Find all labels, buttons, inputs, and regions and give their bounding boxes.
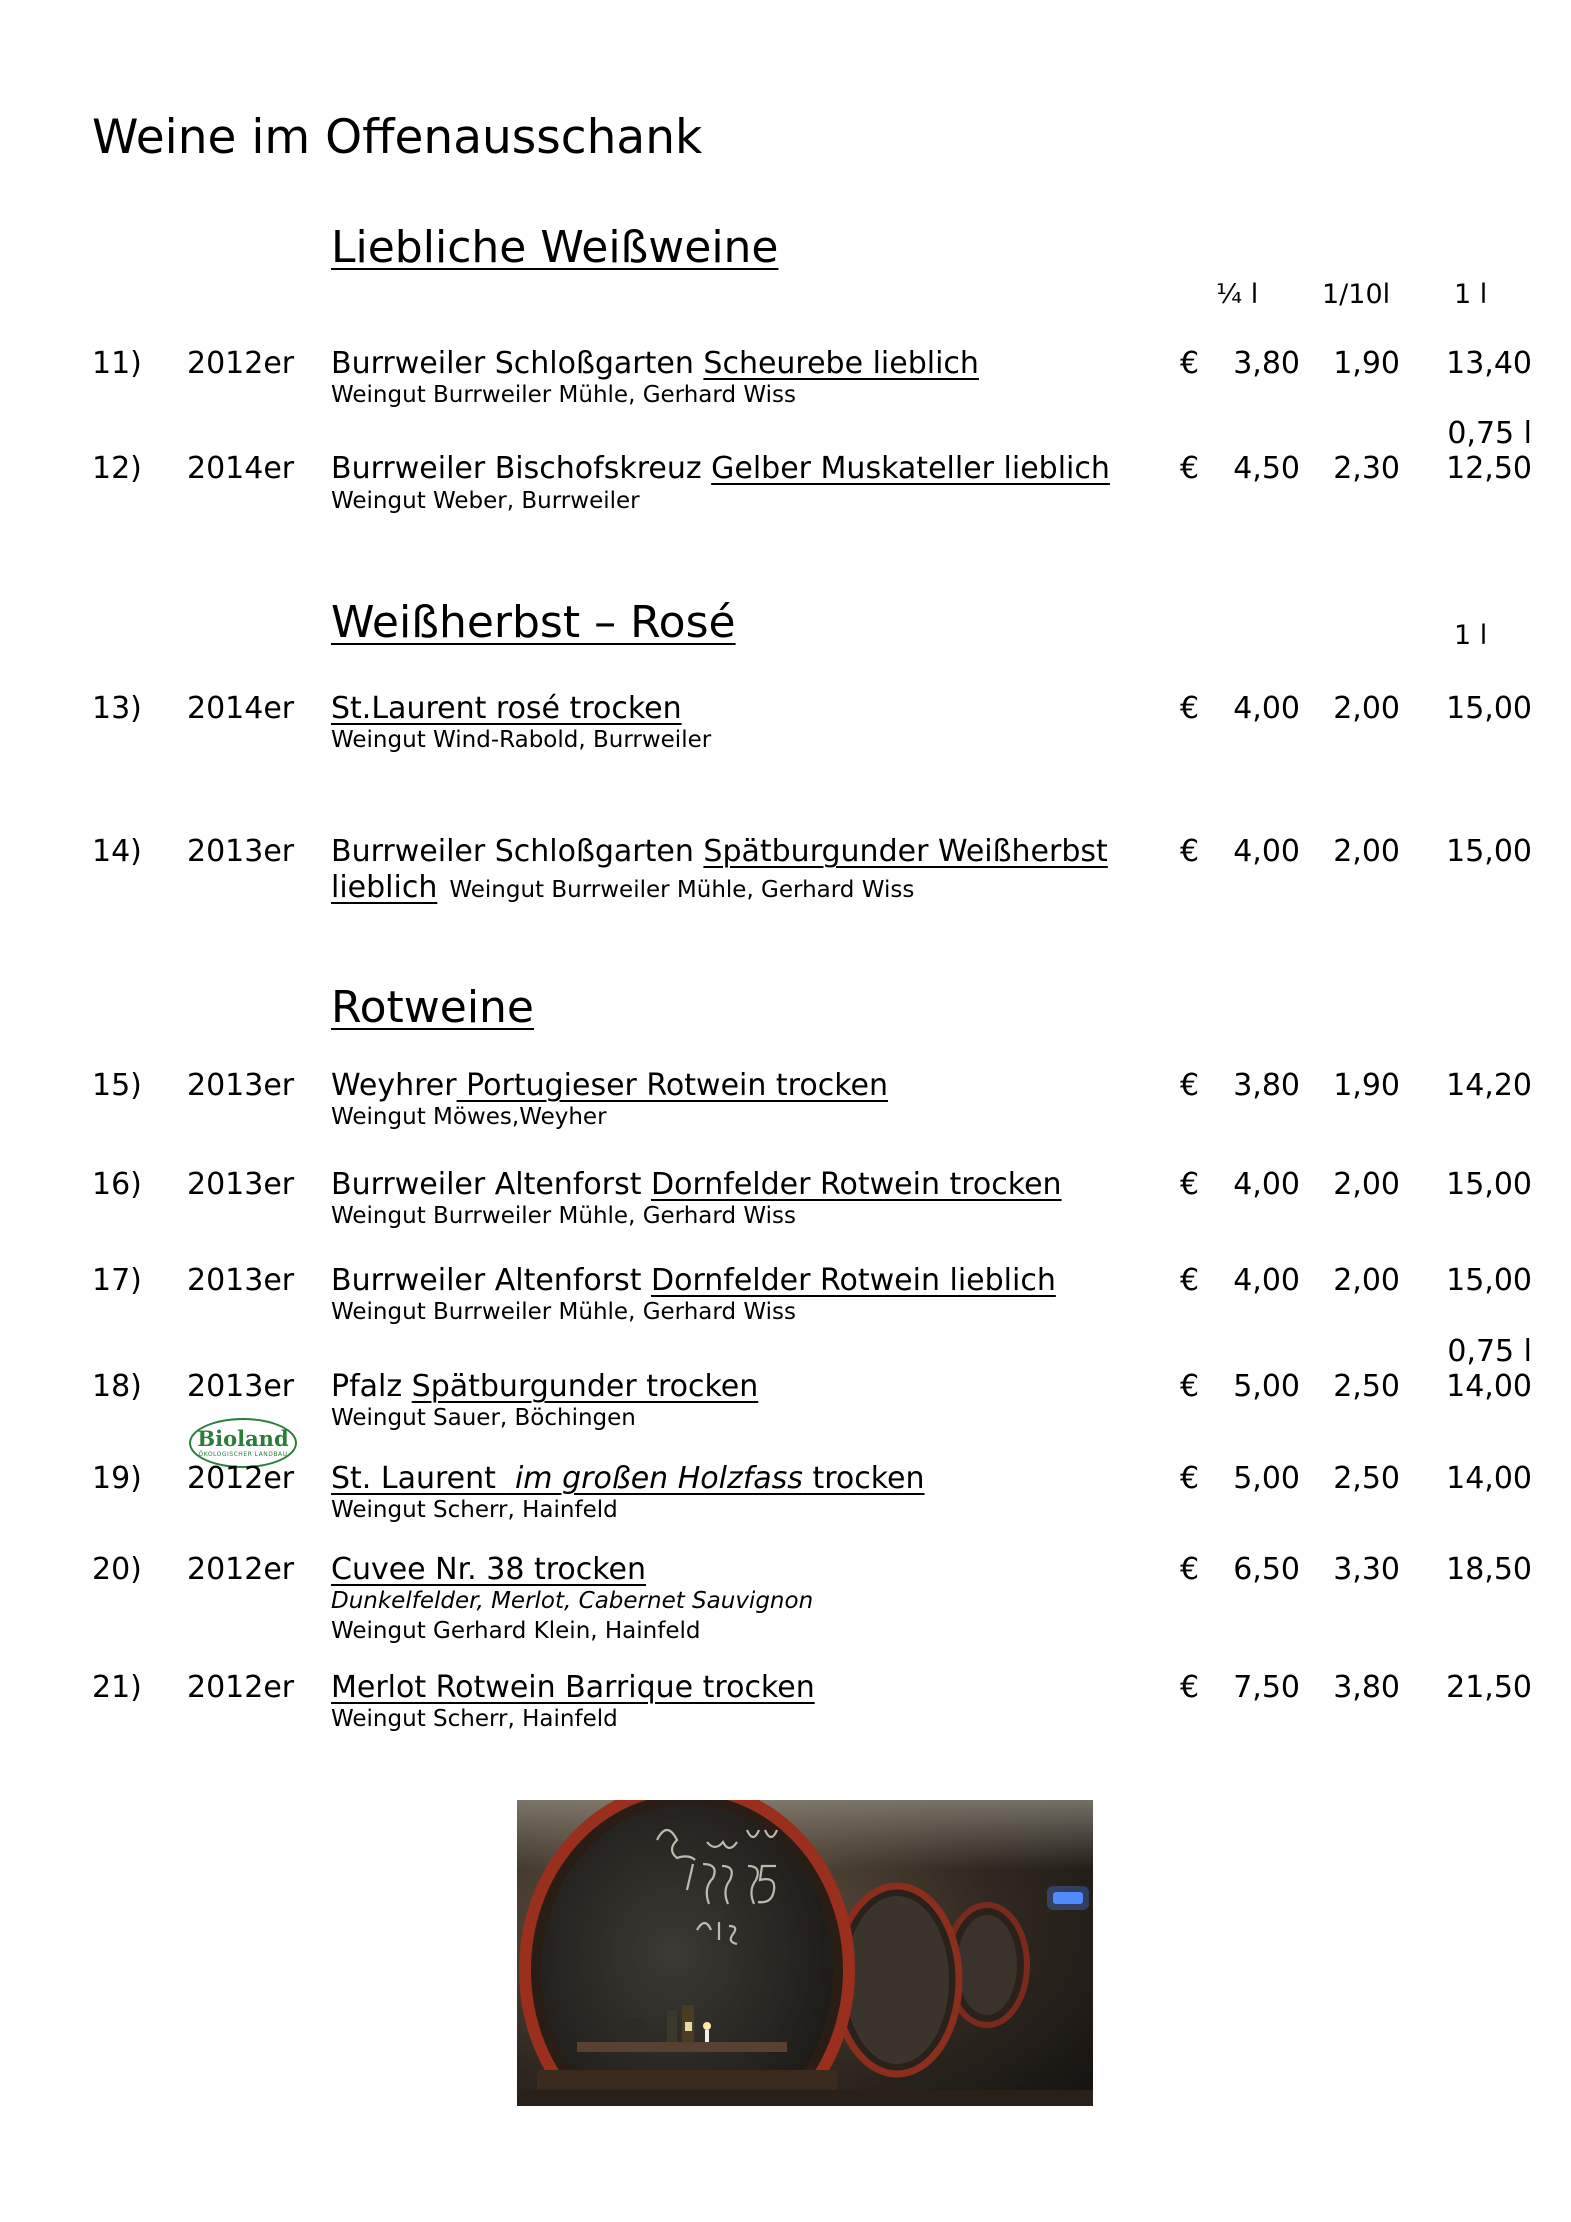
price-tenth: 2,00 xyxy=(1333,834,1400,869)
col-header-tenth-liter: 1/10l xyxy=(1322,279,1391,310)
wine-number: 11) xyxy=(92,346,142,381)
wine-vintage: 2012er xyxy=(187,1461,295,1496)
wine-variety: Spätburgunder Weißherbst xyxy=(703,834,1108,869)
section-heading-rotweine: Rotweine xyxy=(331,982,535,1033)
bioland-logo-text: Bioland xyxy=(197,1426,289,1451)
col-header-liter: 1 l xyxy=(1454,279,1488,310)
col-header-liter: 1 l xyxy=(1454,620,1488,651)
price-liter: 14,20 xyxy=(1446,1068,1532,1103)
wine-name xyxy=(331,345,979,383)
wine-producer: Weingut Wind-Rabold, Burrweiler xyxy=(331,727,712,753)
wine-variety: Dornfelder Rotwein lieblich xyxy=(651,1263,1056,1298)
wine-variety: St. Laurent xyxy=(331,1461,506,1496)
volume-note: 0,75 l xyxy=(1447,416,1532,451)
price-tenth: 3,80 xyxy=(1333,1670,1400,1705)
price-quarter: 4,00 xyxy=(1233,1167,1300,1202)
wine-number: 21) xyxy=(92,1670,142,1705)
wine-producer: Weingut Burrweiler Mühle, Gerhard Wiss xyxy=(331,382,796,408)
wine-location: Burrweiler Altenforst xyxy=(331,1167,651,1202)
wine-variety: St.Laurent rosé trocken xyxy=(331,691,682,726)
wine-number: 13) xyxy=(92,691,142,726)
price-quarter: 4,00 xyxy=(1233,1263,1300,1298)
price-tenth: 1,90 xyxy=(1333,346,1400,381)
currency-symbol: € xyxy=(1180,1167,1200,1202)
wine-number: 18) xyxy=(92,1369,142,1404)
price-tenth: 2,50 xyxy=(1333,1369,1400,1404)
wine-vintage: 2013er xyxy=(187,1263,295,1298)
wine-vintage: 2013er xyxy=(187,1369,295,1404)
wine-cellar-photo xyxy=(517,1800,1093,2106)
wine-producer: Weingut Weber, Burrweiler xyxy=(331,488,640,514)
section-heading-lieblich: Liebliche Weißweine xyxy=(331,222,779,273)
wine-number: 16) xyxy=(92,1167,142,1202)
price-tenth: 2,00 xyxy=(1333,691,1400,726)
currency-symbol: € xyxy=(1180,451,1200,486)
price-quarter: 4,50 xyxy=(1233,451,1300,486)
wine-vintage: 2013er xyxy=(187,834,295,869)
wine-location: Burrweiler Altenforst xyxy=(331,1263,651,1298)
wine-name-line2 xyxy=(331,869,914,907)
price-quarter: 5,00 xyxy=(1233,1369,1300,1404)
price-liter: 15,00 xyxy=(1446,691,1532,726)
page-title: Weine im Offenausschank xyxy=(92,110,703,165)
wine-location: Burrweiler Schloßgarten xyxy=(331,346,704,381)
wine-vintage: 2013er xyxy=(187,1068,295,1103)
price-quarter: 3,80 xyxy=(1233,346,1300,381)
price-tenth: 3,30 xyxy=(1333,1552,1400,1587)
wine-grapes: Dunkelfelder, Merlot, Cabernet Sauvignon xyxy=(331,1588,814,1614)
wine-producer: Weingut Burrweiler Mühle, Gerhard Wiss xyxy=(449,877,915,903)
volume-note: 0,75 l xyxy=(1447,1334,1532,1369)
section-heading-weissherbst: Weißherbst – Rosé xyxy=(331,597,736,648)
wine-variety: Cuvee Nr. 38 trocken xyxy=(331,1552,647,1587)
price-liter: 13,40 xyxy=(1446,346,1532,381)
wine-vintage: 2014er xyxy=(187,451,295,486)
price-liter: 12,50 xyxy=(1446,451,1532,486)
wine-number: 14) xyxy=(92,834,142,869)
price-quarter: 4,00 xyxy=(1233,691,1300,726)
wine-producer: Weingut Burrweiler Mühle, Gerhard Wiss xyxy=(331,1203,796,1229)
wine-number: 12) xyxy=(92,451,142,486)
price-liter: 18,50 xyxy=(1446,1552,1532,1587)
wine-name xyxy=(331,450,1110,488)
currency-symbol: € xyxy=(1180,346,1200,381)
wine-name xyxy=(331,1669,815,1707)
currency-symbol: € xyxy=(1180,691,1200,726)
wine-style: lieblich xyxy=(331,870,438,905)
wine-producer: Weingut Scherr, Hainfeld xyxy=(331,1497,618,1523)
wine-name xyxy=(331,1166,1062,1204)
wine-name xyxy=(331,1067,888,1105)
wine-name xyxy=(331,1368,758,1406)
wine-style: trocken xyxy=(802,1461,925,1496)
wine-producer: Weingut Sauer, Böchingen xyxy=(331,1405,636,1431)
wine-producer: Weingut Möwes,Weyher xyxy=(331,1104,607,1130)
col-header-quarter-liter: ¼ l xyxy=(1216,279,1259,310)
wine-producer: Weingut Gerhard Klein, Hainfeld xyxy=(331,1618,701,1644)
wine-variety: Scheurebe lieblich xyxy=(703,346,979,381)
wine-cellar-illustration xyxy=(517,1800,1093,2106)
wine-barrel-note: im großen Holzfass xyxy=(505,1461,803,1496)
price-quarter: 4,00 xyxy=(1233,834,1300,869)
wine-vintage: 2012er xyxy=(187,1670,295,1705)
currency-symbol: € xyxy=(1180,834,1200,869)
currency-symbol: € xyxy=(1180,1670,1200,1705)
wine-variety: Dornfelder Rotwein trocken xyxy=(651,1167,1062,1202)
wine-number: 15) xyxy=(92,1068,142,1103)
wine-location: Burrweiler Schloßgarten xyxy=(331,834,704,869)
price-tenth: 2,00 xyxy=(1333,1263,1400,1298)
wine-vintage: 2014er xyxy=(187,691,295,726)
currency-symbol: € xyxy=(1180,1068,1200,1103)
price-tenth: 2,00 xyxy=(1333,1167,1400,1202)
currency-symbol: € xyxy=(1180,1461,1200,1496)
wine-vintage: 2012er xyxy=(187,346,295,381)
price-liter: 14,00 xyxy=(1446,1461,1532,1496)
wine-number: 17) xyxy=(92,1263,142,1298)
wine-name xyxy=(331,833,1108,871)
currency-symbol: € xyxy=(1180,1552,1200,1587)
wine-variety: Portugieser Rotwein trocken xyxy=(456,1068,888,1103)
wine-vintage: 2013er xyxy=(187,1167,295,1202)
wine-producer: Weingut Burrweiler Mühle, Gerhard Wiss xyxy=(331,1299,796,1325)
price-liter: 15,00 xyxy=(1446,834,1532,869)
price-quarter: 7,50 xyxy=(1233,1670,1300,1705)
price-liter: 21,50 xyxy=(1446,1670,1532,1705)
price-tenth: 2,50 xyxy=(1333,1461,1400,1496)
price-tenth: 2,30 xyxy=(1333,451,1400,486)
wine-variety: Spätburgunder trocken xyxy=(411,1369,759,1404)
wine-name xyxy=(331,1262,1056,1300)
wine-name xyxy=(331,1460,925,1498)
price-tenth: 1,90 xyxy=(1333,1068,1400,1103)
wine-location: Pfalz xyxy=(331,1369,412,1404)
wine-name xyxy=(331,690,682,728)
wine-variety: Gelber Muskateller lieblich xyxy=(711,451,1110,486)
currency-symbol: € xyxy=(1180,1369,1200,1404)
price-quarter: 6,50 xyxy=(1233,1552,1300,1587)
wine-producer: Weingut Scherr, Hainfeld xyxy=(331,1706,618,1732)
price-liter: 15,00 xyxy=(1446,1263,1532,1298)
wine-vintage: 2012er xyxy=(187,1552,295,1587)
currency-symbol: € xyxy=(1180,1263,1200,1298)
wine-number: 20) xyxy=(92,1552,142,1587)
price-quarter: 3,80 xyxy=(1233,1068,1300,1103)
wine-number: 19) xyxy=(92,1461,142,1496)
price-liter: 15,00 xyxy=(1446,1167,1532,1202)
wine-location: Burrweiler Bischofskreuz xyxy=(331,451,712,486)
price-liter: 14,00 xyxy=(1446,1369,1532,1404)
wine-name xyxy=(331,1551,646,1589)
price-quarter: 5,00 xyxy=(1233,1461,1300,1496)
bioland-logo-tagline: ÖKOLOGISCHER LANDBAU xyxy=(198,1451,288,1458)
wine-variety: Merlot Rotwein Barrique trocken xyxy=(331,1670,815,1705)
wine-location: Weyhrer xyxy=(331,1068,457,1103)
